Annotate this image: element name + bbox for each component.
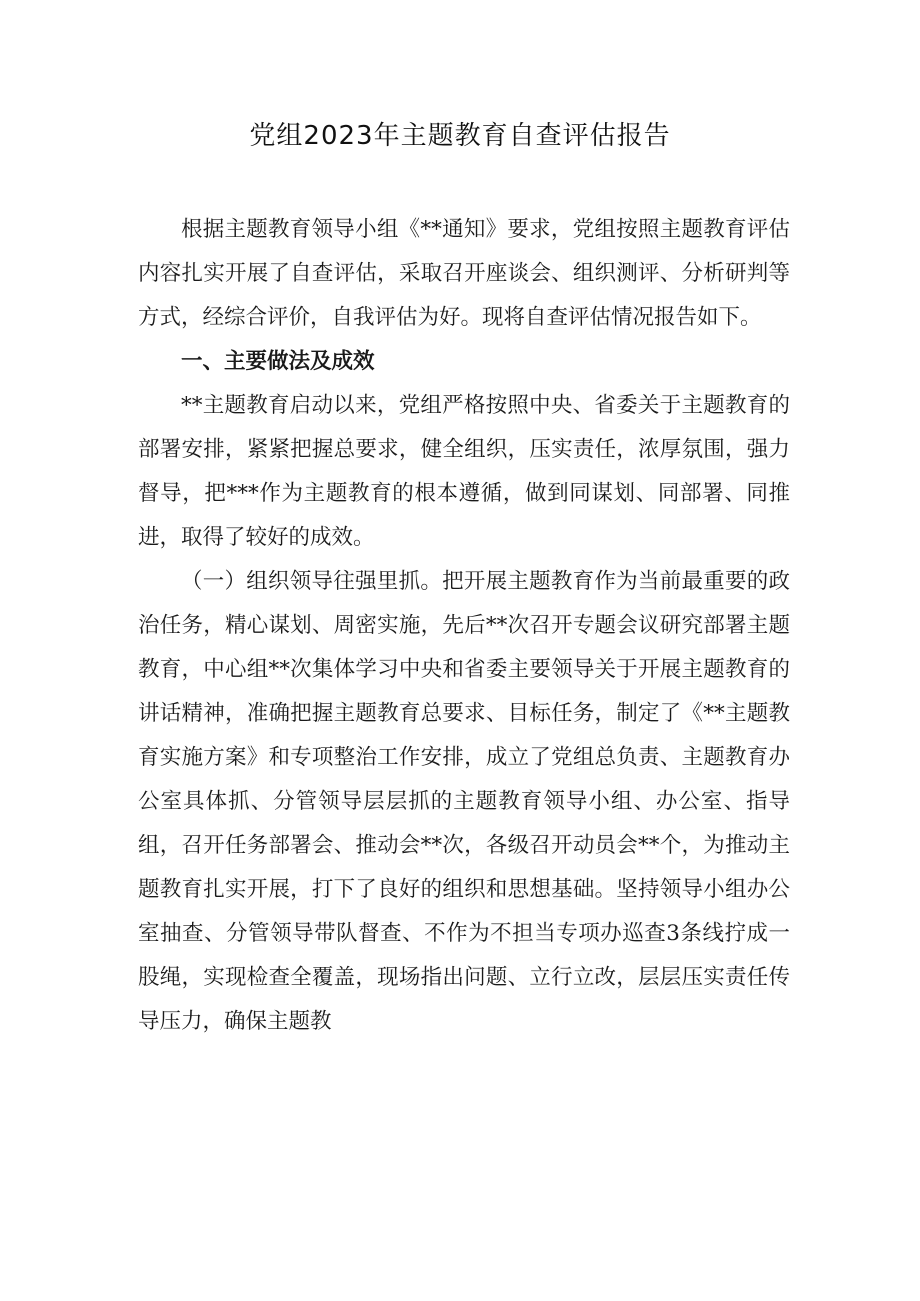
- intro-paragraph: 根据主题教育领导小组《**通知》要求，党组按照主题教育评估内容扎实开展了自查评估，采取召开座谈会、组织测评、分析研判等方式，经综合评价，自我评估为好。现将自查评估情况报告如下。: [138, 217, 790, 330]
- document-title: 党组2023年主题教育自查评估报告: [249, 121, 671, 151]
- section-summary-paragraph: **主题教育启动以来，党组严格按照中央、省委关于主题教育的部署安排，紧紧把握总要求，健全组织，压实责任，浓厚氛围，强力督导，把***作为主题教育的根本遵循，做到同谋划、同部署、同推进，取得了较好的成效。: [138, 393, 790, 550]
- subsection-paragraph: （一）组织领导往强里抓。把开展主题教育作为当前最重要的政治任务，精心谋划、周密实施，先后**次召开专题会议研究部署主题教育，中心组**次集体学习中央和省委主要领导关于开展主题教育的讲话精神，准确把握主题教育总要求、目标任务，制定了《**主题教育实施方案》和专项整治工作安排，成立了党组总负责、主题教育办公室具体抓、分管领导层层抓的主题教育领导小组、办公室、指导组，召开任务部署会、推动会**次，各级召开动员会**个，为推动主题教育扎实开展，打下了良好的组织和思想基础。坚持领导小组办公室抽查、分管领导带队督查、不作为不担当专项办巡查3条线拧成一股绳，实现检查全覆盖，现场指出问题、立行立改，层层压实责任传导压力，确保主题教: [138, 569, 790, 1034]
- section-heading: 一、主要做法及成效: [181, 349, 375, 374]
- document-body: [138, 208, 790, 1044]
